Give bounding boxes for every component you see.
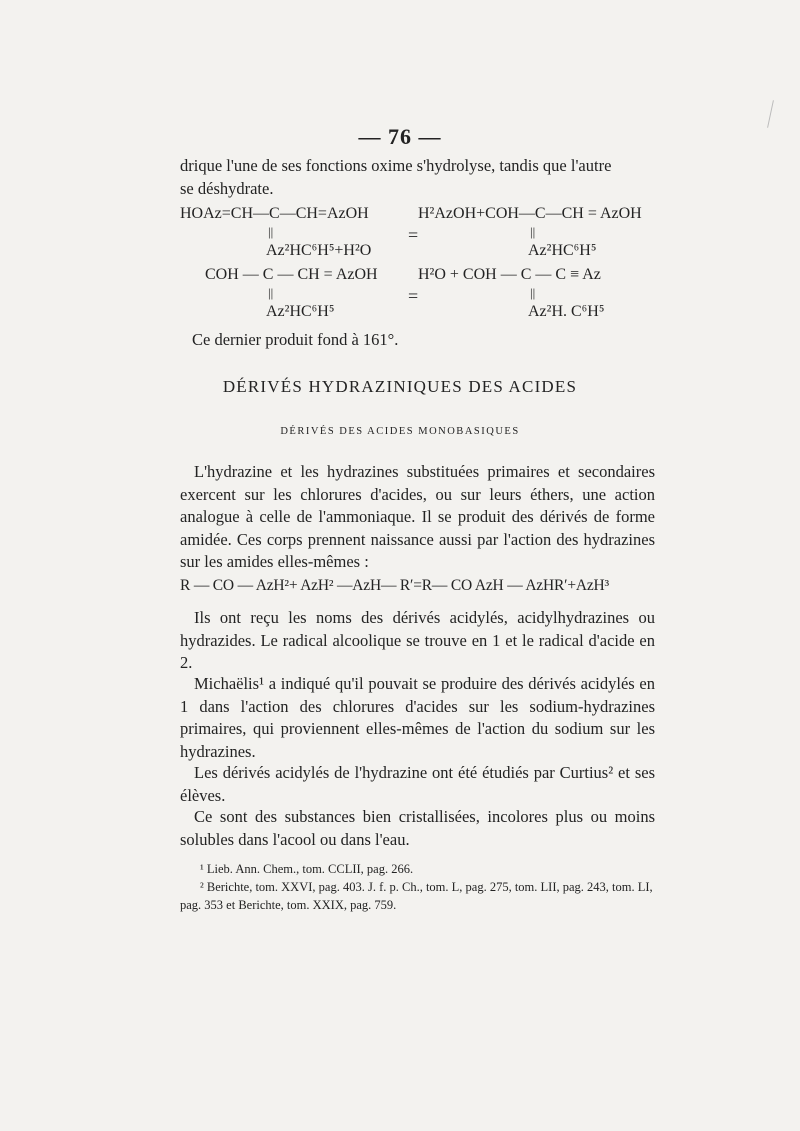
reaction-1-right: H²AzOH+COH—C—CH = AzOH <box>418 205 642 222</box>
intro-line-1: drique l'une de ses fonctions oxime s'hydrolyse, tandis que l'autre <box>180 156 612 175</box>
double-bond-mark: || <box>530 224 536 239</box>
double-bond-mark: || <box>268 224 274 239</box>
hydrazide-equation: R — CO — AzH²+ AzH² —AzH— R′=R— CO AzH — AzHR′+AzH³ <box>180 577 609 594</box>
paragraph-5-text: Ce sont des substances bien cristallisées, incolores plus ou moins solubles dans l'acool ou dans l'eau. <box>180 807 655 849</box>
paragraph-3 <box>180 673 655 763</box>
paragraph-1 <box>180 461 655 574</box>
paragraph-2-text: Ils ont reçu les noms des dérivés acidylés, acidylhydrazines ou hydrazides. Le radical alcoolique se trouve en 1 et le radical d'acide en 2. <box>180 608 655 672</box>
paragraph-1-text: L'hydrazine et les hydrazines substituées primaires et secondaires exercent sur les chlorures d'acides, ou sur leurs éthers, une action analogue à celle de l'ammoniaque. Il se produit des dérivés de forme amidée. Ces corps prennent naissance aussi par l'action des hydrazines sur les amides elles-mêmes : <box>180 462 655 571</box>
section-title: DÉRIVÉS HYDRAZINIQUES DES ACIDES <box>222 377 578 396</box>
footnote-1: ¹ Lieb. Ann. Chem., tom. CCLII, pag. 266. <box>200 862 414 876</box>
paragraph-4-text: Les dérivés acidylés de l'hydrazine ont été étudiés par Curtius² et ses élèves. <box>180 763 655 805</box>
double-bond-mark: || <box>268 285 274 300</box>
reaction-1-left-sub: Az²HC⁶H⁵+H²O <box>266 242 372 259</box>
double-bond-mark: || <box>530 285 536 300</box>
intro-text <box>180 155 655 200</box>
page-number: — 76 — <box>358 124 442 149</box>
equals-sign-1: = <box>408 225 419 245</box>
melting-point-note: Ce dernier produit fond à 161°. <box>192 330 399 349</box>
footnotes <box>180 860 658 914</box>
paragraph-5 <box>180 806 655 851</box>
subsection-title: DÉRIVÉS DES ACIDES MONOBASIQUES <box>280 426 520 437</box>
paragraph-4 <box>180 762 655 807</box>
reaction-1-left: HOAz=CH—C—CH=AzOH <box>180 205 369 222</box>
reaction-2-left-sub: Az²HC⁶H⁵ <box>266 303 335 320</box>
reaction-1-right-sub: Az²HC⁶H⁵ <box>528 242 597 259</box>
intro-line-2: se déshydrate. <box>180 178 274 198</box>
paragraph-3-text: Michaëlis¹ a indiqué qu'il pouvait se produire des dérivés acidylés en 1 dans l'action des chlorures d'acides sur les sodium-hydrazines primaires, qui proviennent elles-mêmes de l'action du sodium sur les hydrazines. <box>180 674 655 761</box>
reaction-2-left: COH — C — CH = AzOH <box>205 266 378 283</box>
reaction-2-right: H²O + COH — C — C ≡ Az <box>418 266 601 283</box>
reaction-2-right-sub: Az²H. C⁶H⁵ <box>528 303 605 320</box>
footnote-2: ² Berichte, tom. XXVI, pag. 403. J. f. p. Ch., tom. L, pag. 275, tom. LII, pag. 243, tom. LI, pag. 353 et Berichte, tom. XXIX, pag. 759. <box>180 880 653 912</box>
paragraph-2 <box>180 607 655 675</box>
equals-sign-2: = <box>408 286 419 306</box>
